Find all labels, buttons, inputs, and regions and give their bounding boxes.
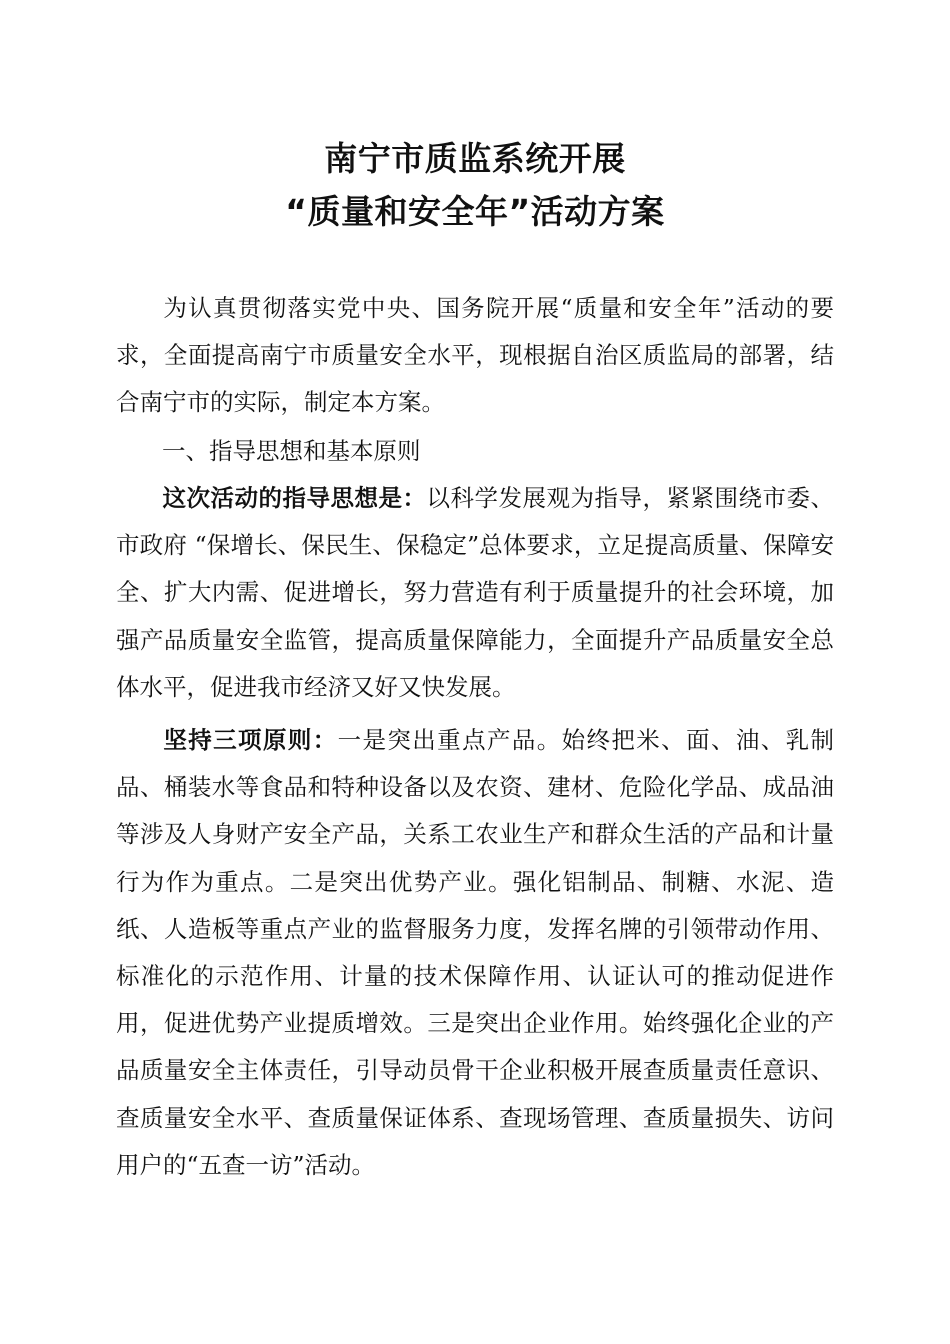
section-heading-1: 一、指导思想和基本原则 — [162, 437, 421, 465]
guiding-ideology-label: 这次活动的指导思想是： — [162, 484, 427, 512]
principles-paragraph — [116, 717, 834, 1189]
document-title-line-2: “质量和安全年”活动方案 — [285, 192, 665, 231]
guiding-ideology-text: 以科学发展观为指导，紧紧围绕市委、市政府 “保增长、保民生、保稳定”总体要求，立足提高质量、保障安全、扩大内需、促进增长，努力营造有利于质量提升的社会环境，加强产品质量安全监管，提高质量保障能力，全面提升产品质量安全总体水平，促进我市经济又好又快发展。 — [116, 484, 834, 701]
intro-paragraph — [116, 285, 834, 427]
principles-text: 一是突出重点产品。始终把米、面、油、乳制品、桶装水等食品和特种设备以及农资、建材、危险化学品、成品油等涉及人身财产安全产品，关系工农业生产和群众生活的产品和计量行为作为重点。二是突出优势产业。强化铝制品、制糖、水泥、造纸、人造板等重点产业的监督服务力度，发挥名牌的引领带动作用、标准化的示范作用、计量的技术保障作用、认证认可的推动促进作用，促进优势产业提质增效。三是突出企业作用。始终强化企业的产品质量安全主体责任，引导动员骨干企业积极开展查质量责任意识、查质量安全水平、查质量保证体系、查现场管理、查质量损失、访问用户的“五查一访”活动。 — [116, 726, 835, 1179]
principles-label: 坚持三项原则： — [162, 726, 338, 754]
document-title-line-1: 南宁市质监系统开展 — [324, 139, 626, 178]
intro-paragraph-text: 为认真贯彻落实党中央、国务院开展“质量和安全年”活动的要求，全面提高南宁市质量安全水平，现根据自治区质监局的部署，结合南宁市的实际，制定本方案。 — [116, 294, 834, 417]
guiding-ideology-paragraph — [116, 475, 834, 711]
